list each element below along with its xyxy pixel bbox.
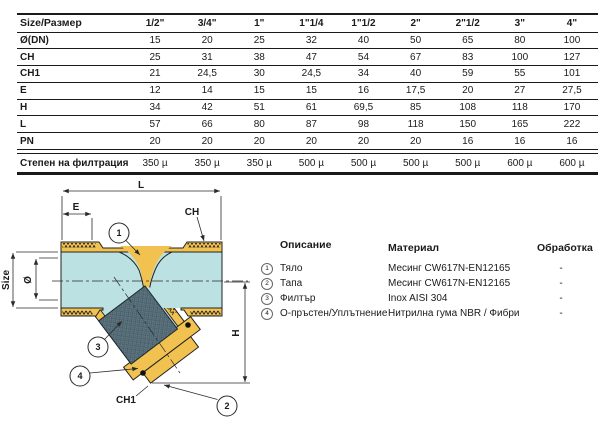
spec-row: [17, 49, 598, 66]
spec-row-label: CH1: [17, 66, 129, 83]
spec-value: 98: [337, 116, 389, 133]
spec-value: 127: [546, 49, 598, 66]
parts-item-name: Тапа: [280, 278, 303, 289]
parts-item-number-badge: 2: [261, 278, 273, 290]
spec-value: 17,5: [390, 82, 442, 99]
spec-row: [17, 32, 598, 49]
spec-value: 40: [390, 66, 442, 83]
spec-value: 85: [390, 99, 442, 116]
filtration-value: 600 µ: [507, 157, 533, 169]
spec-value: 51: [233, 99, 285, 116]
spec-value: 57: [129, 116, 181, 133]
spec-value: 50: [390, 32, 442, 49]
size-column-header: 1"1/4: [299, 17, 324, 29]
spec-value: 87: [285, 116, 337, 133]
parts-item-name: Тяло: [280, 263, 303, 274]
spec-value: 66: [181, 116, 233, 133]
spec-value: 100: [546, 32, 598, 49]
spec-value: 24,5: [285, 66, 337, 83]
spec-row: [17, 133, 598, 150]
spec-value: 118: [494, 99, 546, 116]
spec-value: 67: [390, 49, 442, 66]
spec-value: 54: [337, 49, 389, 66]
spec-row: [17, 82, 598, 99]
spec-value: 20: [181, 32, 233, 49]
parts-header-finish: Обработка: [537, 242, 593, 254]
filtration-label: Степен на филтрация: [20, 157, 129, 169]
spec-value: 20: [285, 133, 337, 150]
size-column-header: 3/4": [197, 17, 217, 29]
spec-value: 14: [181, 82, 233, 99]
parts-header-description: Описание: [280, 239, 332, 251]
spec-value: 32: [285, 32, 337, 49]
spec-value: 80: [494, 32, 546, 49]
filtration-value: 350 µ: [194, 157, 220, 169]
o-ring-right: [185, 322, 191, 328]
spec-value: 16: [442, 133, 494, 150]
thread-bottom-right: [191, 311, 221, 316]
parts-item-finish: -: [559, 263, 563, 274]
spec-value: 59: [442, 66, 494, 83]
spec-value: 30: [233, 66, 285, 83]
parts-header-material: Материал: [388, 242, 440, 254]
filtration-value: 350 µ: [142, 157, 168, 169]
spec-value: 16: [546, 133, 598, 150]
spec-row: [17, 66, 598, 83]
dim-label-diameter: Ø: [23, 276, 34, 284]
dim-label-size: Size: [1, 269, 12, 291]
spec-value: 38: [233, 49, 285, 66]
spec-value: 118: [390, 116, 442, 133]
spec-value: 20: [129, 133, 181, 150]
spec-row-label: E: [17, 82, 129, 99]
spec-value: 34: [129, 99, 181, 116]
size-column-header: 1"1/2: [351, 17, 376, 29]
filtration-value: 350 µ: [246, 157, 272, 169]
parts-item: [258, 308, 608, 321]
spec-row: [17, 116, 598, 133]
size-spec-header-row: [17, 14, 598, 32]
spec-value: 25: [233, 32, 285, 49]
spec-value: 20: [233, 133, 285, 150]
dim-label-L: L: [137, 180, 145, 191]
filtration-value: 500 µ: [402, 157, 429, 169]
spec-value: 222: [546, 116, 598, 133]
size-column-header: 1/2": [145, 17, 165, 29]
filtration-value: 600 µ: [559, 157, 585, 169]
parts-item-material: Нитрилна гума NBR / Фибри: [388, 308, 520, 319]
size-column-header: 2": [410, 17, 421, 29]
parts-list: [258, 238, 608, 330]
size-column-header: 2"1/2: [455, 17, 480, 29]
spec-value: 101: [546, 66, 598, 83]
size-column-header: 3": [514, 17, 525, 29]
spec-row-label: Ø(DN): [17, 32, 129, 49]
parts-item-material: Inox AISI 304: [388, 293, 448, 304]
spec-value: 24,5: [181, 66, 233, 83]
spec-value: 31: [181, 49, 233, 66]
parts-item: [258, 278, 608, 291]
filtration-value: 500 µ: [298, 157, 324, 169]
parts-item: [258, 293, 608, 306]
dim-label-CH1: CH1: [115, 395, 137, 406]
parts-item-number-badge: 1: [261, 263, 273, 275]
spec-value: 20: [442, 82, 494, 99]
spec-value: 165: [494, 116, 546, 133]
size-column-header: 4": [566, 17, 578, 29]
parts-item-material: Месинг CW617N-EN12165: [388, 278, 511, 289]
spec-value: 16: [337, 82, 389, 99]
parts-item-name: Филтър: [280, 293, 316, 304]
thread-bottom-left: [63, 311, 93, 316]
parts-item-name: О-пръстен/Уплътнение: [280, 308, 388, 319]
callout-1-number: 1: [116, 228, 122, 239]
dim-label-H: H: [231, 329, 242, 337]
spec-row-label: PN: [17, 133, 129, 150]
spec-row-label: H: [17, 99, 129, 116]
callout-4-number: 4: [77, 371, 83, 382]
spec-value: 27,5: [546, 82, 598, 99]
spec-value: 65: [442, 32, 494, 49]
spec-value: 21: [129, 66, 181, 83]
callout-3-number: 3: [95, 342, 101, 353]
o-ring-left: [140, 370, 146, 376]
spec-value: 34: [337, 66, 389, 83]
spec-value: 108: [442, 99, 494, 116]
spec-value: 80: [233, 116, 285, 133]
spec-value: 16: [494, 133, 546, 150]
spec-value: 100: [494, 49, 546, 66]
size-table-corner-label: Size/Размер: [20, 17, 82, 30]
spec-value: 83: [442, 49, 494, 66]
parts-item-finish: -: [559, 308, 563, 319]
size-spec-table: [17, 13, 598, 150]
parts-item-number-badge: 4: [261, 308, 273, 320]
spec-value: 20: [337, 133, 389, 150]
parts-item-finish: -: [559, 278, 563, 289]
spec-value: 15: [233, 82, 285, 99]
spec-value: 47: [285, 49, 337, 66]
spec-value: 20: [181, 133, 233, 150]
spec-value: 69,5: [337, 99, 389, 116]
spec-value: 27: [494, 82, 546, 99]
size-column-header: 1": [254, 17, 265, 29]
thread-top-right: [188, 243, 221, 248]
spec-value: 12: [129, 82, 181, 99]
spec-value: 61: [285, 99, 337, 116]
spec-row-label: CH: [17, 49, 129, 66]
filtration-row: [17, 154, 598, 174]
spec-value: 150: [442, 116, 494, 133]
spec-row: [17, 99, 598, 116]
spec-row-label: L: [17, 116, 129, 133]
parts-item-number-badge: 3: [261, 293, 273, 305]
spec-value: 42: [181, 99, 233, 116]
spec-value: 40: [337, 32, 389, 49]
spec-value: 25: [129, 49, 181, 66]
filtration-value: 500 µ: [455, 157, 481, 169]
spec-value: 15: [129, 32, 181, 49]
spec-value: 15: [285, 82, 337, 99]
parts-item: [258, 263, 608, 276]
spec-value: 55: [494, 66, 546, 83]
parts-item-finish: -: [559, 293, 563, 304]
filtration-table: [17, 153, 598, 175]
spec-value: 170: [546, 99, 598, 116]
thread-top-left: [63, 243, 96, 248]
callout-2-number: 2: [224, 401, 230, 412]
dim-label-CH: CH: [184, 207, 200, 218]
spec-value: 20: [390, 133, 442, 150]
dim-label-E: E: [72, 202, 80, 213]
parts-item-material: Месинг CW617N-EN12165: [388, 263, 511, 274]
filtration-value: 500 µ: [350, 157, 377, 169]
